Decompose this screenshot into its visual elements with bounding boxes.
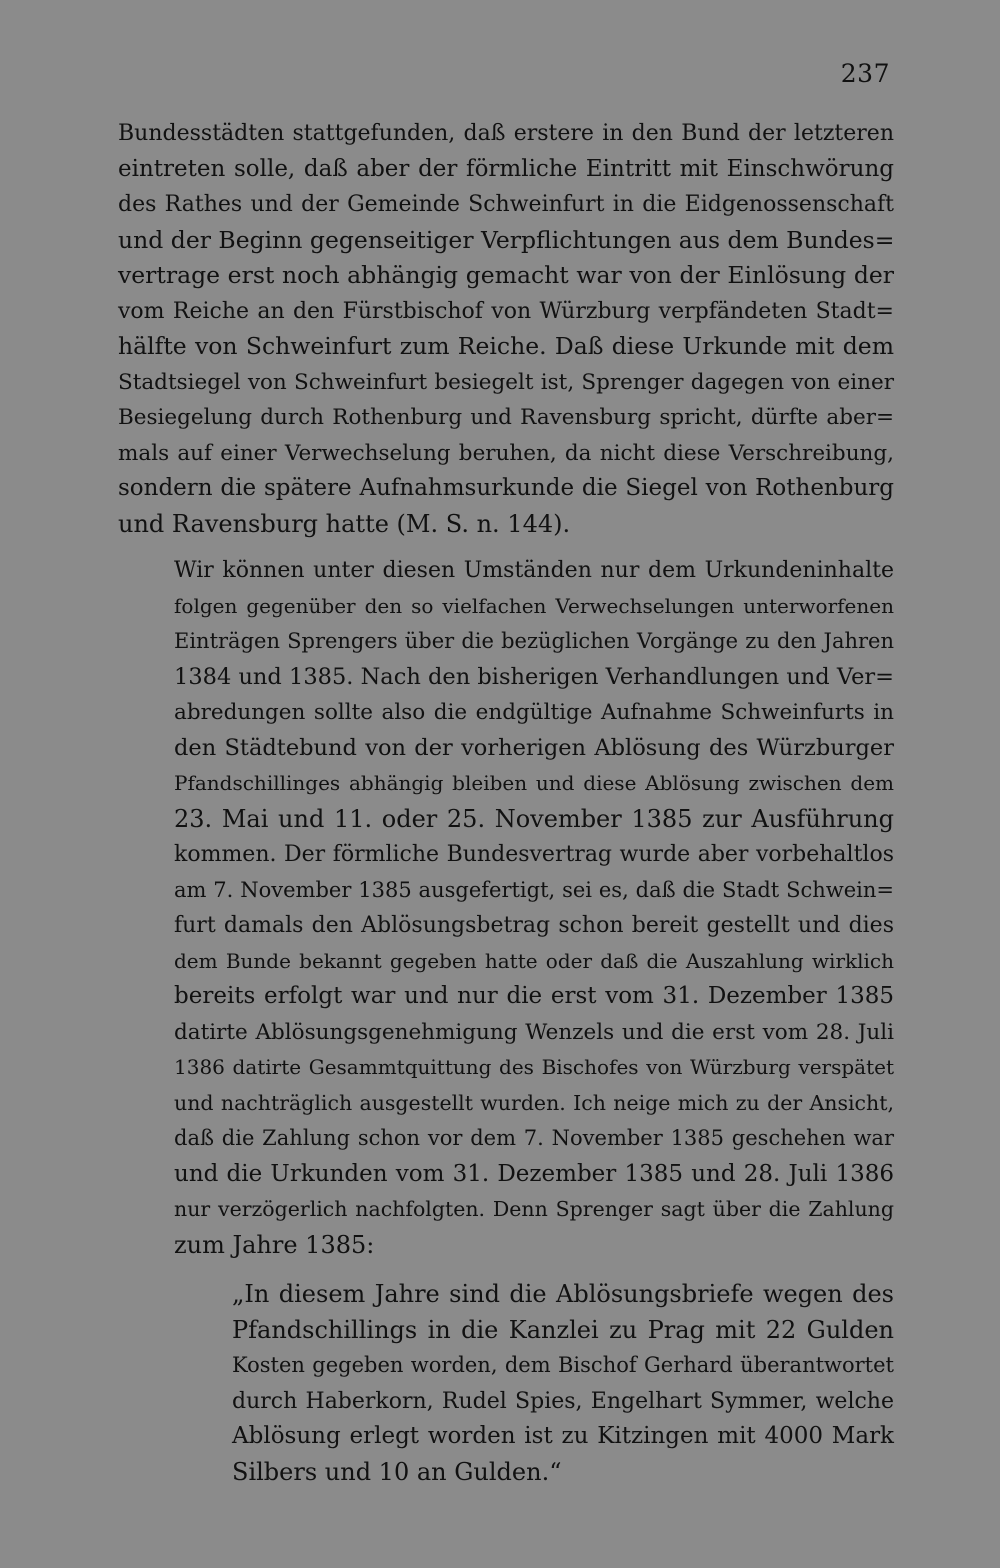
quote-line: Ablösung erlegt worden ist zu Kitzingen mit 4000 Mark [232,1423,894,1449]
paragraph-1-line: furt damals den Ablösungsbetrag schon bereit gestellt und dies [174,913,894,938]
paragraph-0-line: und Ravensburg hatte (M. S. n. 144). [118,509,571,538]
paragraph-0-line: sondern die spätere Aufnahmsurkunde die Siegel von Rothenburg [118,475,894,501]
paragraph-0-line: vertrage erst noch abhängig gemacht war von der Einlösung der [118,261,894,289]
paragraph-1-line: und nachträglich ausgestellt wurden. Ich neige mich zu der Ansicht, [174,1090,894,1115]
quote-line: durch Haberkorn, Rudel Spies, Engelhart Symmer, welche [232,1388,894,1414]
paragraph-1-line: zum Jahre 1385: [174,1230,375,1259]
paragraph-0-line: vom Reiche an den Fürstbischof von Würzburg verpfändeten Stadt= [118,298,894,324]
quote-line: Silbers und 10 an Gulden.“ [232,1457,562,1486]
paragraph-0-line: Stadtsiegel von Schweinfurt besiegelt ist, Sprenger dagegen von einer [118,369,894,395]
paragraph-0-line: hälfte von Schweinfurt zum Reiche. Daß diese Urkunde mit dem [118,332,894,360]
paragraph-0-line: Besiegelung durch Rothenburg und Ravensburg spricht, dürfte aber= [118,405,894,430]
page-number: 237 [840,59,890,88]
paragraph-1-line: abredungen sollte also die endgültige Aufnahme Schweinfurts in [174,700,894,725]
paragraph-1-line: am 7. November 1385 ausgefertigt, sei es, daß die Stadt Schwein= [174,877,894,902]
paragraph-1-line: 1384 und 1385. Nach den bisherigen Verhandlungen und Ver= [174,663,894,690]
paragraph-0-line: mals auf einer Verwechselung beruhen, da nicht diese Verschreibung, [118,440,894,466]
paragraph-1-line: und die Urkunden vom 31. Dezember 1385 und 28. Juli 1386 [174,1160,894,1187]
paragraph-urkundeninhalt [118,553,894,1263]
paragraph-1-line: Pfandschillinges abhängig bleiben und diese Ablösung zwischen dem [174,771,894,795]
paragraph-1-line: 23. Mai und 11. oder 25. November 1385 zur Ausführung [174,804,894,833]
paragraph-0-line: Bundesstädten stattgefunden, daß erstere in den Bund der letzteren [118,121,894,146]
paragraph-0-line: eintreten solle, daß aber der förmliche Eintritt mit Einschwörung [118,155,894,182]
paragraph-1-line: daß die Zahlung schon vor dem 7. November 1385 geschehen war [174,1126,894,1150]
body-text [118,116,894,1490]
quote-line: Pfandschillings in die Kanzlei zu Prag mit 22 Gulden [232,1315,894,1344]
paragraph-0-line: des Rathes und der Gemeinde Schweinfurt in die Eidgenossenschaft [118,192,894,217]
paragraph-1-line: Einträgen Sprengers über die bezüglichen Vorgänge zu den Jahren [174,629,894,653]
quote-line: „In diesem Jahre sind die Ablösungsbriefe wegen des [232,1280,894,1308]
paragraph-1-line: nur verzögerlich nachfolgten. Denn Sprenger sagt über die Zahlung [174,1197,894,1221]
paragraph-1-line: dem Bunde bekannt gegeben hatte oder daß die Auszahlung wirklich [174,948,894,973]
paragraph-1-line: Wir können unter diesen Umständen nur dem Urkundeninhalte [174,558,894,583]
paragraph-1-line: bereits erfolgt war und nur die erst vom 31. Dezember 1385 [174,983,894,1009]
paragraph-1-line: kommen. Der förmliche Bundesvertrag wurde aber vorbehaltlos [174,842,894,867]
paragraph-0-line: und der Beginn gegenseitiger Verpflichtungen aus dem Bundes= [118,225,895,254]
quote-line: Kosten gegeben worden, dem Bischof Gerhard überantwortet [232,1353,894,1377]
quotation-sprenger [196,1277,894,1490]
paragraph-1-line: 1386 datirte Gesammtquittung des Bischofes von Würzburg verspätet [174,1055,894,1079]
paragraph-1-line: folgen gegenüber den so vielfachen Verwechselungen unterworfenen [174,593,894,618]
paragraph-continuation [118,116,894,542]
paragraph-1-line: den Städtebund von der vorherigen Ablösung des Würzburger [174,734,894,761]
paragraph-1-line: datirte Ablösungsgenehmigung Wenzels und die erst vom 28. Juli [174,1019,894,1045]
